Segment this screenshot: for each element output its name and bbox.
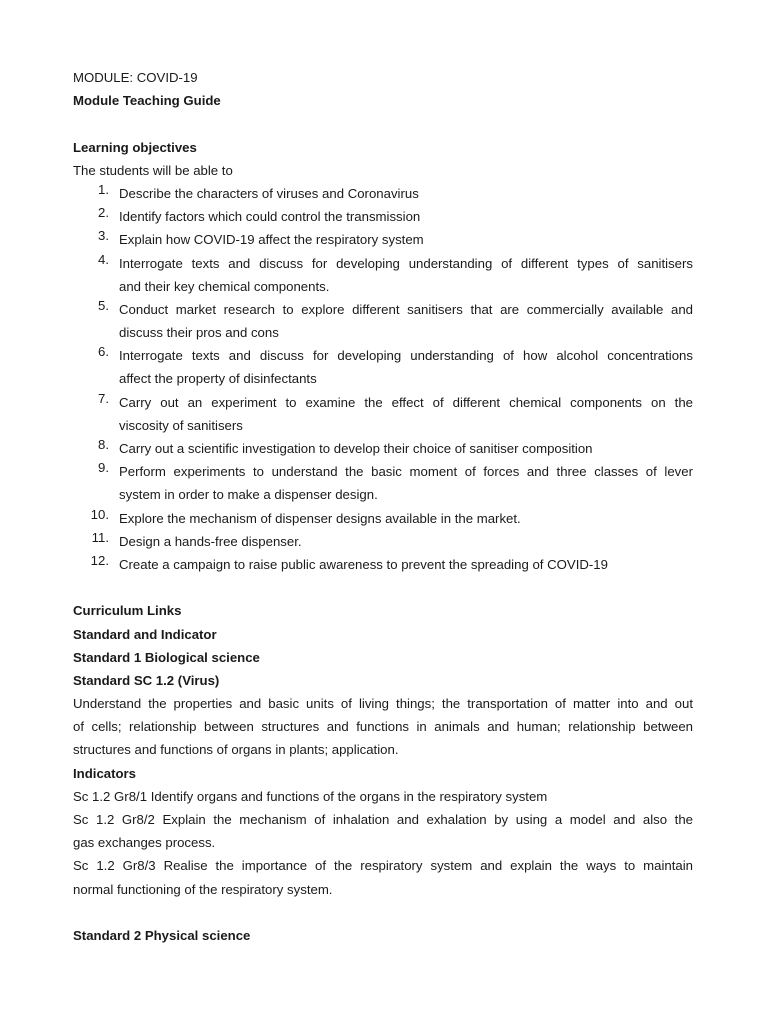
- standard-sc12-heading: Standard SC 1.2 (Virus): [73, 672, 220, 688]
- list-item: [73, 553, 693, 576]
- list-item-text-cont: and their key chemical components.: [119, 278, 330, 294]
- indicator-line: Sc 1.2 Gr8/1 Identify organs and functions of the organs in the respiratory system: [73, 788, 548, 804]
- list-item-text-cont: system in order to make a dispenser design.: [119, 487, 378, 503]
- list-item: [73, 507, 693, 530]
- list-number: 2.: [98, 205, 109, 221]
- list-item: [73, 205, 693, 228]
- standard-paragraph-line: Understand the properties and basic units of living things; the transportation of matter into and out: [73, 696, 693, 712]
- document-content: [73, 66, 693, 947]
- curriculum-heading: Curriculum Links: [73, 603, 182, 619]
- standard-paragraph-line: structures and functions of organs in plants; application.: [73, 742, 399, 758]
- list-item-text: Create a campaign to raise public awareness to prevent the spreading of COVID-19: [119, 556, 608, 572]
- spacer: [73, 112, 693, 135]
- list-number: 9.: [98, 460, 109, 476]
- list-item-text: Design a hands-free dispenser.: [119, 533, 302, 549]
- spacer: [73, 901, 693, 924]
- indicators-heading: Indicators: [73, 765, 137, 781]
- list-number: 7.: [98, 390, 109, 406]
- standard-2-heading: Standard 2 Physical science: [73, 927, 251, 943]
- standard-1-heading: Standard 1 Biological science: [73, 649, 260, 665]
- indicator-line: gas exchanges process.: [73, 835, 216, 851]
- list-item: [73, 252, 693, 298]
- list-item-text: Explain how COVID-19 affect the respiratory system: [119, 232, 424, 248]
- list-item: [73, 182, 693, 205]
- list-item: [73, 530, 693, 553]
- module-title: MODULE: COVID-19: [73, 70, 198, 85]
- list-item-text: Identify factors which could control the transmission: [119, 209, 421, 225]
- list-number: 12.: [90, 552, 109, 568]
- list-number: 3.: [98, 228, 109, 244]
- list-item-text: Carry out a scientific investigation to develop their choice of sanitiser composition: [119, 441, 593, 456]
- list-item: [73, 437, 693, 460]
- spacer: [73, 576, 693, 599]
- list-item: [73, 391, 693, 437]
- list-item-text-cont: affect the property of disinfectants: [119, 371, 317, 387]
- list-item: [73, 344, 693, 390]
- objectives-intro: The students will be able to: [73, 162, 233, 178]
- list-item-text-cont: discuss their pros and cons: [119, 325, 279, 341]
- list-item-text: Conduct market research to explore different sanitisers that are commercially available and: [119, 301, 693, 317]
- list-number: 5.: [98, 297, 109, 313]
- list-item: [73, 298, 693, 344]
- objectives-heading: Learning objectives: [73, 139, 197, 155]
- indicator-line: Sc 1.2 Gr8/3 Realise the importance of the respiratory system and explain the ways to maintain: [73, 858, 693, 874]
- list-item-text-cont: viscosity of sanitisers: [119, 417, 243, 433]
- list-number: 6.: [98, 344, 109, 360]
- indicator-line: normal functioning of the respiratory system.: [73, 881, 333, 897]
- list-item-text: Explore the mechanism of dispenser designs available in the market.: [119, 510, 521, 526]
- list-number: 8.: [98, 437, 109, 452]
- list-number: 4.: [98, 251, 109, 267]
- list-number: 10.: [90, 506, 109, 522]
- list-item-text: Describe the characters of viruses and Coronavirus: [119, 185, 419, 201]
- objectives-list: [73, 182, 693, 576]
- list-item-text: Perform experiments to understand the basic moment of forces and three classes of lever: [119, 464, 693, 480]
- standard-indicator-heading: Standard and Indicator: [73, 626, 217, 642]
- list-item-text: Interrogate texts and discuss for developing understanding of how alcohol concentrations: [119, 348, 693, 364]
- list-number: 1.: [98, 181, 109, 197]
- list-item-text: Carry out an experiment to examine the effect of different chemical components on the: [119, 394, 693, 410]
- indicator-line: Sc 1.2 Gr8/2 Explain the mechanism of inhalation and exhalation by using a model and also the: [73, 812, 693, 827]
- list-item-text: Interrogate texts and discuss for developing understanding of different types of sanitisers: [119, 255, 693, 271]
- list-item: [73, 460, 693, 506]
- standard-paragraph-line: of cells; relationship between structures and functions in animals and human; relationship between: [73, 719, 693, 735]
- list-item: [73, 228, 693, 251]
- list-number: 11.: [91, 529, 109, 545]
- guide-title: Module Teaching Guide: [73, 93, 221, 109]
